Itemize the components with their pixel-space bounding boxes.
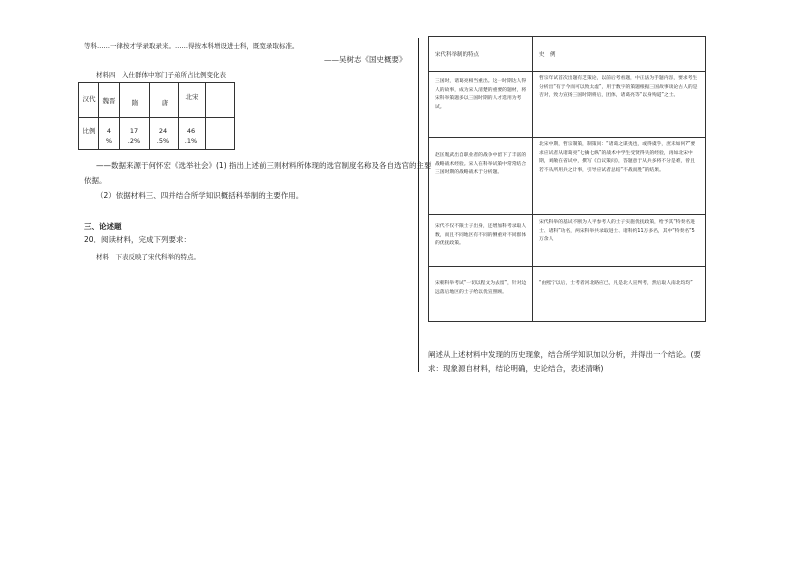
table-header-example: 史 例 bbox=[539, 52, 556, 58]
proportion-table bbox=[78, 82, 235, 150]
row4-example: “由熙宁以后，士考者河北路应已，凡是北人宣判考，然后取人南北均均” bbox=[539, 281, 693, 286]
source-citation-1: ——吴树志《国史概要》 bbox=[324, 55, 407, 64]
header-weijin: 魏晋 bbox=[102, 97, 116, 105]
cell-tang-1: 24 bbox=[158, 127, 168, 135]
header-han: 汉代 bbox=[82, 95, 96, 103]
cell-weijin-1: 4 bbox=[106, 127, 112, 135]
cell-sui-2: .2% bbox=[127, 137, 141, 145]
row1-example: 哲宗年试首次出题有乏策论，以前后考看题，中正法为手题内容，要求考生分析出“有于今而可以致太虚”，用于数字的策题根据三国故事谈论古人的是否对，致力宣扬三国时期将后，团体，诸葛亮等“以身殉道”之士。 bbox=[539, 76, 698, 99]
cell-tang-2: .5% bbox=[156, 137, 170, 145]
cell-beisong-2: .1% bbox=[184, 137, 198, 145]
row3-example: 宋代科举的基试不断为人平参考人的士子实施优抚政策，给予其“特奏名进士、诸科”功名，两宋科举共录取进士、诸科约11万多名，其中“特奏名”5万余人 bbox=[539, 220, 695, 243]
top-text-line: 等科……一律按才学录取录来。……得按本科增设进士科，既宽录取标准。 bbox=[84, 42, 299, 50]
essay-question: 阐述从上述材料中发现的历史现象，结合所学知识加以分析，并得出一个结论。(要求：现象源自材料，结论明确，史论结合，表述清晰) bbox=[428, 350, 701, 373]
table-header-feature: 宋代科举制的特点 bbox=[435, 52, 480, 58]
material4-title: 材料四 入仕群体中寒门子弟所占比例变化表 bbox=[96, 71, 226, 79]
header-tang: 唐 bbox=[161, 99, 169, 107]
page-divider bbox=[418, 38, 419, 372]
row4-feature: 宋朝科举考试“一切以程文为去留”，针对边远落后地区的士子给以优宣照顾。 bbox=[435, 281, 527, 295]
cell-weijin-2: % bbox=[105, 137, 113, 145]
row2-example: 北宋中期，哲宗制策，制策问：“诸葛之谋夷也，或得虞乎，庶未如何?”要求应试者从诸葛亮“七擒七纵”的战术中学生受贤得失的经验，再如北宋中期，刘敞在省试中，撰写《自议策问》，答题意于从兵多将不分是难，曾且若不从所用兵之计事，引导应试者总结“不战而胜”的结果。 bbox=[539, 142, 696, 173]
cell-sui-1: 17 bbox=[129, 127, 139, 135]
question-2: （2）依据材料三、四并结合所学知识概括科举制的主要作用。 bbox=[96, 191, 304, 200]
row1-feature: 三国时，诸葛亮相当重出。这一时期达人得人的故事，成为宋人清楚的重要的题材，将宋科举策题多以三国时期的人才选用为考试。 bbox=[435, 79, 527, 110]
row-label: 比例 bbox=[82, 127, 96, 135]
row2-feature: 赵匡胤武出自职业者的战争中留下了丰富的战略战术经验。宋人在科举试策中常常结合三国时期的战略战术于分析题。 bbox=[435, 153, 527, 176]
header-sui: 隋 bbox=[131, 99, 139, 107]
header-beisong: 北宋 bbox=[185, 93, 199, 101]
section-3-heading: 三、论述题 bbox=[84, 222, 122, 231]
source-citation-2b: 依据。 bbox=[84, 176, 107, 185]
row3-feature: 宋代不仅不限士子出身，还增加科考录取人数，而且不同地区有不同的侧重对不同群体的优抚政策。 bbox=[435, 224, 527, 247]
question-20: 20．阅读材料，完成下列要求： bbox=[84, 235, 192, 244]
material-intro: 材料 下表反映了宋代科举的特点。 bbox=[96, 253, 200, 261]
cell-beisong-1: 46 bbox=[186, 127, 196, 135]
source-citation-2: ——数据来源于何怀宏《选举社会》(1) 指出上述前三则材料所体现的选官制度名称及各自选官的主要 bbox=[96, 161, 432, 170]
song-keju-table bbox=[428, 36, 706, 322]
